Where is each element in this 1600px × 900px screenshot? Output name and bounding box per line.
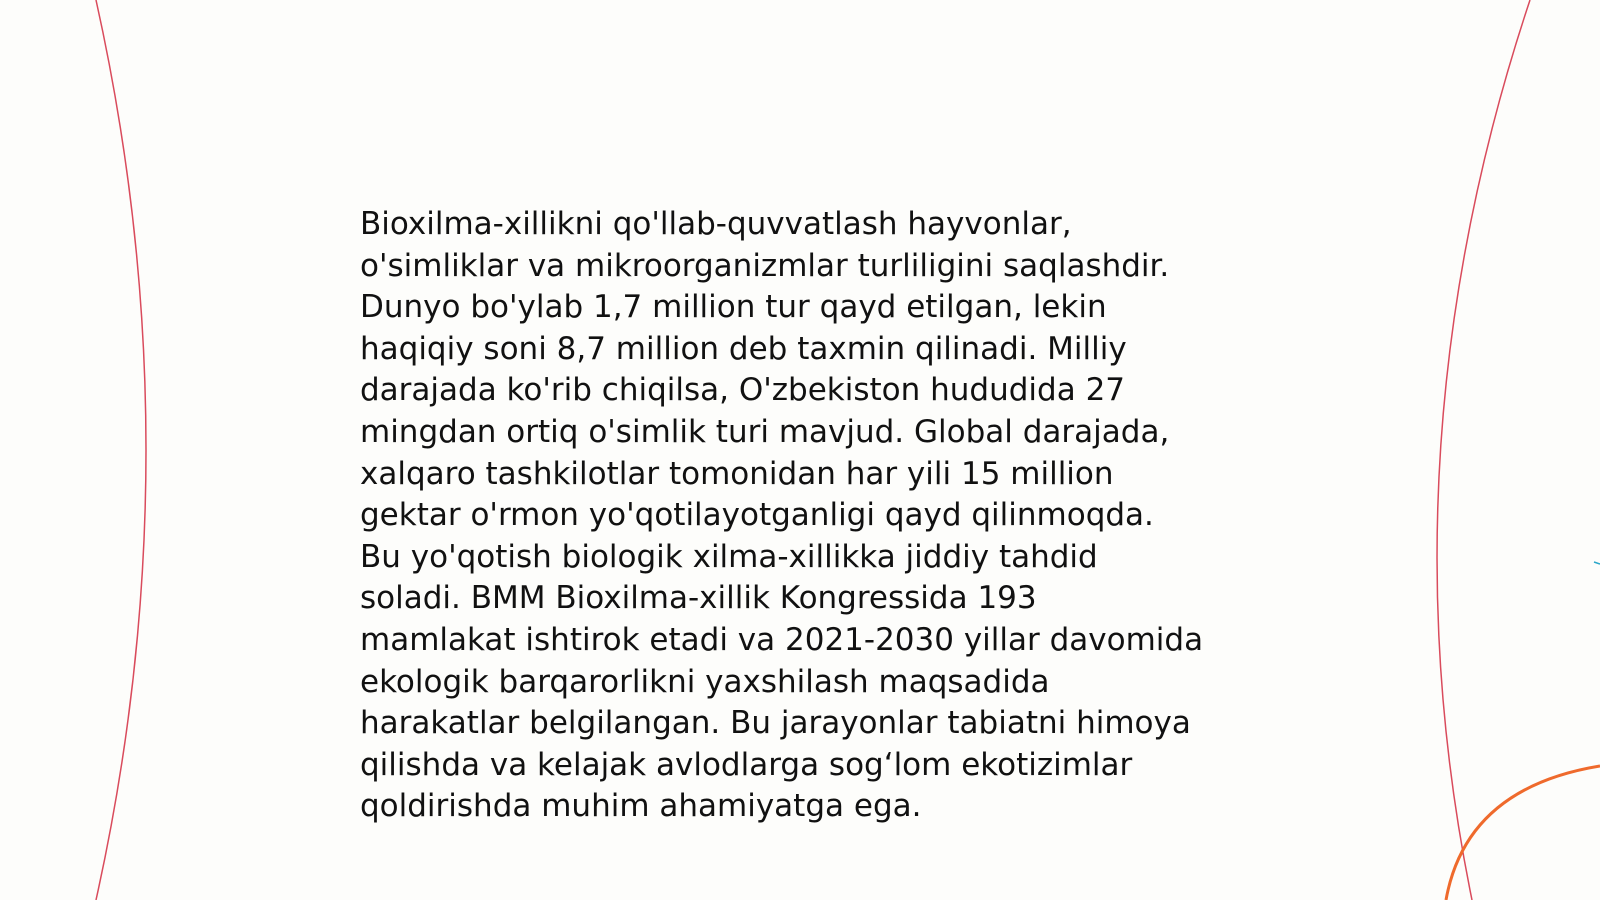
right-curve-line [1437,0,1530,900]
teal-mark [1594,562,1600,564]
left-curve-line [96,0,146,900]
body-paragraph: Bioxilma-xillikni qo'llab-quvvatlash hayvonlar, o'simliklar va mikroorganizmlar turliligini saqlashdir. Dunyo bo'ylab 1,7 million tur qayd etilgan, lekin haqiqiy soni 8,7 million deb taxmin qilinadi. Milliy darajada ko'rib chiqilsa, O'zbekiston hududida 27 mingdan ortiq o'simlik turi mavjud. Global darajada, xalqaro tashkilotlar tomonidan har yili 15 million gektar o'rmon yo'qotilayotganligi qayd qilinmoqda. Bu yo'qotish biologik xilma-xillikka jiddiy tahdid soladi. BMM Bioxilma-xillik Kongressida 193 mamlakat ishtirok etadi va 2021-2030 yillar davomida ekologik barqarorlikni yaxshilash maqsadida harakatlar belgilangan. Bu jarayonlar tabiatni himoya qilishda va kelajak avlodlarga sog‘lom ekotizimlar qoldirishda muhim ahamiyatga ega. [360,206,1204,825]
orange-arc [1446,766,1600,900]
